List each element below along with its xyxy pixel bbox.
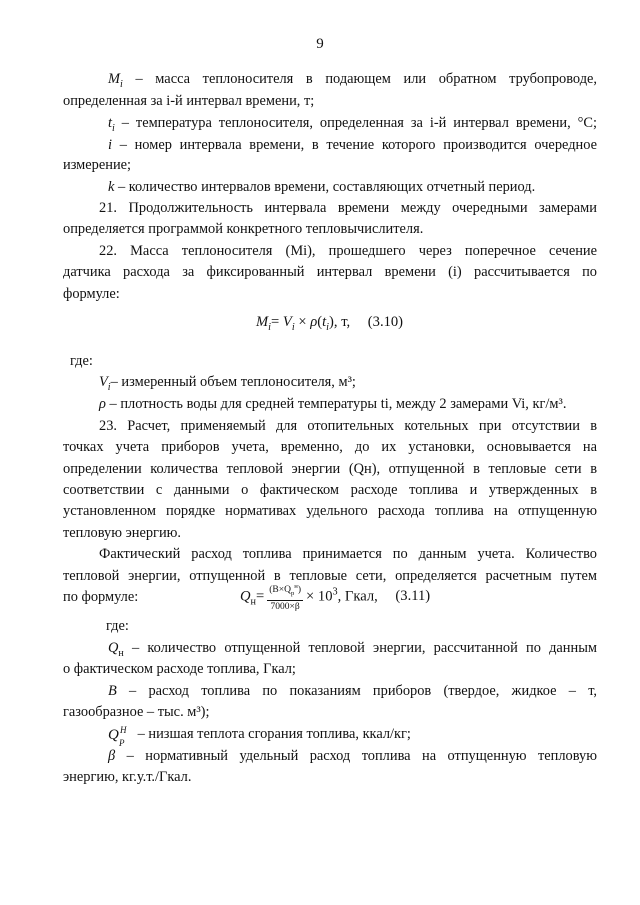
text-line: формуле: xyxy=(63,286,120,302)
text-line: где: xyxy=(106,618,129,634)
text-line: определении количества тепловой энергии (Qн), отпущенной в тепловые сети в xyxy=(63,461,597,477)
text-line: 23. Расчет, применяемый для отопительных котельных при отсутствии в xyxy=(99,418,597,434)
text-line: ρ – плотность воды для средней температуры ti, между 2 замерами Vi, кг/м³. xyxy=(99,396,567,412)
text-line: $t_i$ – температура теплоносителя, определенная за i-й интервал времени, °С; xyxy=(108,115,597,134)
text-line: β – нормативный удельный расход топлива на отпущенную тепловую xyxy=(108,748,597,764)
text-line: Фактический расход топлива принимается по данным учета. Количество xyxy=(99,546,597,562)
text-line: точках учета приборов учета, временно, до их установки, основывается на xyxy=(63,439,597,455)
text-line: $M_i$ – масса теплоносителя в подающем или обратном трубопроводе, xyxy=(108,71,597,90)
formula-3-11: $Q_н=$ $\frac{(B\times Q_р^н)}{7000\times\beta}$ × $10^3$, Гкал, (3.11) xyxy=(240,583,431,613)
text-line: B – расход топлива по показаниям приборов (твердое, жидкое – т, xyxy=(108,683,597,699)
text-line: измерение; xyxy=(63,157,132,173)
text-line: о фактическом расходе топлива, Гкал; xyxy=(63,661,296,677)
fraction: $\frac{(B\times Q_р^н)}{7000\times\beta}$ xyxy=(269,583,302,613)
text-line: Q Н Р – низшая теплота сгорания топлива, ккал/кг; xyxy=(108,725,411,748)
text-line: установленном порядке нормативах удельного расхода топлива на отпущенную xyxy=(63,503,597,519)
text-line: $V_i-$ измеренный объем теплоносителя, м³; xyxy=(99,374,356,393)
text-line: i – номер интервала времени, в течение которого производится очередное xyxy=(108,137,597,153)
text-line: k – количество интервалов времени, составляющих отчетный период. xyxy=(108,179,536,195)
formula-number: (3.11) xyxy=(395,588,431,605)
text-line: тепловую энергию. xyxy=(63,525,182,541)
text-line: энергию, кг.у.т./Гкал. xyxy=(63,769,192,785)
text-line: где: xyxy=(70,353,93,369)
text-line: определенная за i-й интервал времени, т; xyxy=(63,93,315,109)
formula-3-10: $M_i= V_i \times \rho(t_i)$, т, (3.10) xyxy=(256,314,404,333)
text-line: датчика расхода за фиксированный интервал времени (i) рассчитывается по xyxy=(63,264,597,280)
qpn-symbol: Q Н Р xyxy=(108,725,127,748)
text-line: газообразное – тыс. м³); xyxy=(63,704,210,720)
text-line: определяется программой конкретного тепловычислителя. xyxy=(63,221,424,237)
text-line: 22. Масса теплоносителя (Mi), прошедшего через поперечное сечение xyxy=(99,243,597,259)
text-line: по формуле: xyxy=(63,589,139,605)
text-line: соответствии с данными о фактическом расходе топлива и утвержденных в xyxy=(63,482,597,498)
formula-number: (3.10) xyxy=(367,314,404,330)
text-line: 21. Продолжительность интервала времени между очередными замерами xyxy=(99,200,597,216)
text-line: тепловой энергии, отпущенной в тепловые сети, определяется расчетным путем xyxy=(63,568,597,584)
text-line: $Q_н$ – количество отпущенной тепловой энергии, рассчитанной по данным xyxy=(108,640,597,659)
page-number: 9 xyxy=(316,36,324,52)
